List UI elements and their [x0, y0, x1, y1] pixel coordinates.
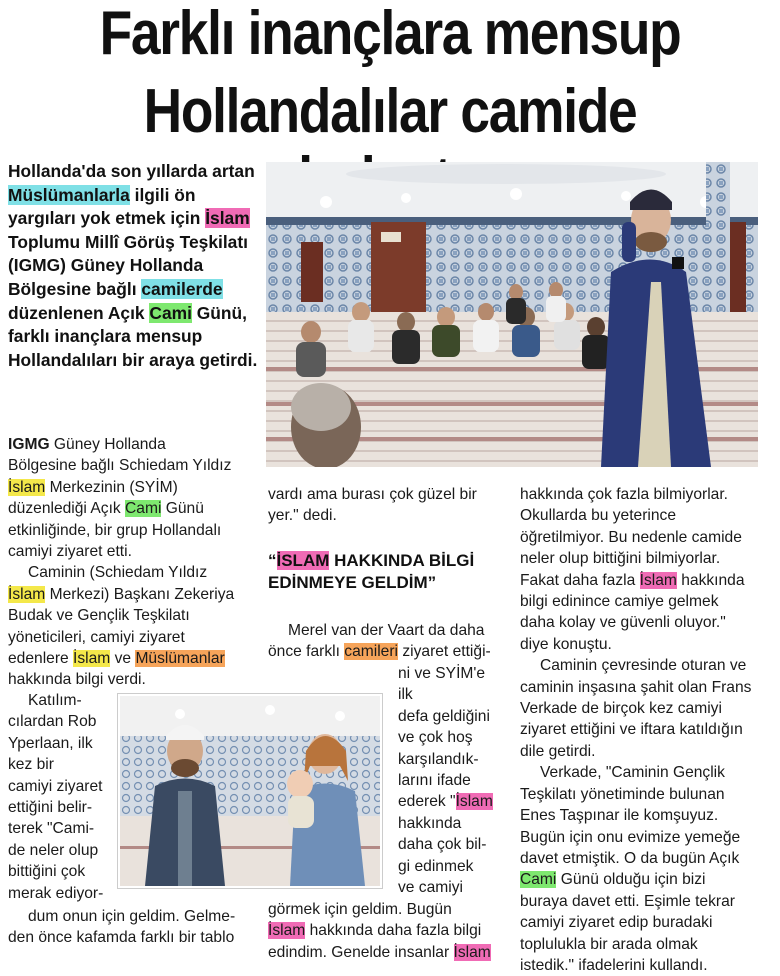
highlighted-term: Cami: [149, 302, 192, 323]
text-line: ettiğini belir-: [8, 799, 93, 817]
text-run: Toplumu Millî Görüş Teşkilatı (IGMG) Güney Hollanda Bölgesine bağlı: [8, 231, 248, 299]
text-line: [268, 920, 500, 941]
text-run: Merkezinin (SYİM) düzenlediği Açık: [8, 478, 178, 518]
column-2-narrow: [398, 663, 502, 898]
subheading: [268, 550, 500, 594]
text-run: ederek ": [398, 793, 456, 811]
highlighted-term: Müslümanlar: [135, 650, 225, 668]
text-line: [398, 834, 502, 855]
text-run: hakkında bilgi edinince camiye gelmek daha kolay ve güvenli oluyor." diye konuştu.: [520, 571, 745, 653]
mosque-visit-photo: [118, 694, 382, 888]
text-run: Günü etkinliğinde, bir grup Hollandalı camiyi ziyaret etti.: [8, 500, 222, 561]
text-run: HAKKINDA BİLGİ EDİNMEYE GELDİM”: [268, 551, 475, 592]
text-line: den önce kafamda farklı bir tablo: [8, 929, 235, 947]
text-line: [398, 749, 502, 770]
col2-paragraph-2-wrap: [398, 663, 502, 898]
text-run: Hollanda'da son yıllarda artan: [8, 161, 255, 181]
highlighted-term: İslam: [455, 793, 493, 811]
column-1-narrow: [8, 690, 116, 904]
text-run: Caminin (Schiedam Yıldız: [28, 564, 208, 582]
text-line: bittiğini çok: [8, 863, 86, 881]
col2-paragraph-2-tail: [268, 899, 500, 963]
text-run: hakkında daha fazla bilgi: [305, 922, 482, 940]
column-3: [520, 484, 756, 976]
highlighted-term: camileri: [344, 643, 398, 661]
text-line: [398, 663, 502, 706]
text-line: dum onun için geldim. Gelme-: [28, 908, 236, 925]
text-run: Günü olduğu için bizi buraya davet etti. Eşimle tekrar camiyi ziyaret edip buradaki toplulukla bir arada olmak istedik." ifadelerini kullandı.: [520, 871, 735, 974]
text-run: daha çok bil-: [398, 836, 487, 854]
text-line: cılardan Rob: [8, 713, 97, 731]
column-2-top: [268, 484, 500, 527]
text-run: “: [268, 551, 277, 570]
text-run: Merkezi) Başkanı Zekeriya Budak ve Gençlik Teşkilatı yöneticileri, camiyi ziyaret edenlere: [8, 585, 235, 668]
text-run: Günü, farklı inançlara mensup Hollandalıları bir araya getirdi.: [8, 302, 258, 370]
highlighted-term: İSLAM: [276, 551, 330, 570]
text-run: gi edinmek: [398, 857, 474, 875]
mosque-interior-photo: [266, 162, 758, 467]
headline-line-2: Hollandalılar camide: [143, 77, 637, 146]
text-run: görmek için geldim. Bugün: [268, 901, 452, 918]
col2-paragraph-2-top: [268, 620, 500, 663]
text-run: karşılandık-: [398, 750, 479, 768]
col1-paragraph-1: [8, 434, 236, 562]
text-line: [398, 791, 502, 812]
text-line: [268, 942, 500, 963]
headline-line-1: Farklı inançlara mensup: [99, 0, 681, 68]
col1-paragraph-3: [8, 690, 116, 904]
text-line: Katılım-: [28, 692, 82, 709]
text-line: de neler olup: [8, 841, 99, 859]
highlighted-term: İslam: [205, 208, 250, 229]
text-run: ziyaret ettiği-: [398, 643, 491, 661]
text-run: Verkade, "Caminin Gençlik Teşkilatı yönetiminde bulunan Enes Taşpınar ile komşuyuz. Bugün için onu evimize yemeğe davet etmiştik. O da bugün Açık: [520, 764, 741, 867]
column-1-bottom: [8, 906, 258, 949]
text-run: Merel van der Vaart da daha önce farklı: [268, 622, 485, 661]
text-run: ilgili ön yargıları yok etmek için: [8, 184, 206, 229]
text-line: [398, 706, 502, 727]
col3-paragraph-1: [520, 484, 756, 655]
text-run: hakkında: [398, 814, 462, 832]
col1-paragraph-2: [8, 562, 236, 690]
col2-paragraph-1: vardı ama burası çok güzel bir yer." dedi.: [268, 486, 477, 525]
text-line: camiyi ziyaret: [8, 777, 103, 795]
text-run: ve camiyi: [398, 879, 463, 897]
text-run: edindim. Genelde insanlar: [268, 943, 454, 961]
text-line: terek "Cami-: [8, 820, 95, 838]
text-line: [268, 899, 500, 920]
highlighted-term: İslam: [639, 571, 677, 589]
col3-paragraph-2: Caminin çevresinde oturan ve caminin inşasına şahit olan Frans Verkade de birçok kez camiyi ziyaret ettiğini ve iftara katıldığın dile getirdi.: [520, 657, 752, 760]
highlighted-term: İslam: [268, 922, 306, 940]
highlighted-term: İslam: [8, 585, 46, 603]
text-run: ve çok hoş: [398, 729, 473, 747]
text-run: ve: [110, 650, 136, 668]
column-2-bottom: [268, 899, 500, 963]
text-run: hakkında çok fazla bilmiyorlar. Okullarda bu yeterince öğretilmiyor. Bu nedenle camide neler olup bittiğini bilmiyorlar. Fakat daha fazla: [520, 486, 742, 589]
highlighted-term: Cami: [520, 871, 557, 889]
text-run: IGMG: [8, 436, 50, 453]
col3-paragraph-3: [520, 762, 756, 976]
text-line: kez bir: [8, 756, 54, 774]
highlighted-term: İslam: [453, 943, 491, 961]
text-line: [398, 856, 502, 877]
highlighted-term: İslam: [8, 478, 46, 496]
text-line: [398, 727, 502, 748]
text-run: ni ve SYİM'e ilk: [398, 665, 486, 704]
text-run: hakkında bilgi verdi.: [8, 671, 146, 689]
col1-paragraph-3-tail: [8, 906, 258, 949]
text-line: [398, 770, 502, 791]
highlighted-term: camilerde: [141, 278, 223, 299]
text-run: larını ifade: [398, 772, 471, 790]
highlighted-term: Cami: [125, 500, 162, 518]
highlighted-term: İslam: [73, 650, 111, 668]
text-run: düzenlenen Açık: [8, 302, 150, 323]
text-run: Güney Hollanda Bölgesine bağlı Schiedam Yıldız: [8, 436, 232, 475]
text-run: defa geldiğini: [398, 707, 490, 725]
text-line: Yperlaan, ilk: [8, 734, 93, 752]
text-line: [398, 877, 502, 898]
text-line: [398, 813, 502, 834]
column-1-top: [8, 434, 236, 691]
highlighted-term: Müslümanlarla: [8, 184, 130, 205]
text-line: merak ediyor-: [8, 884, 104, 902]
column-2-middle: [268, 620, 500, 663]
lead-paragraph: [8, 160, 258, 372]
